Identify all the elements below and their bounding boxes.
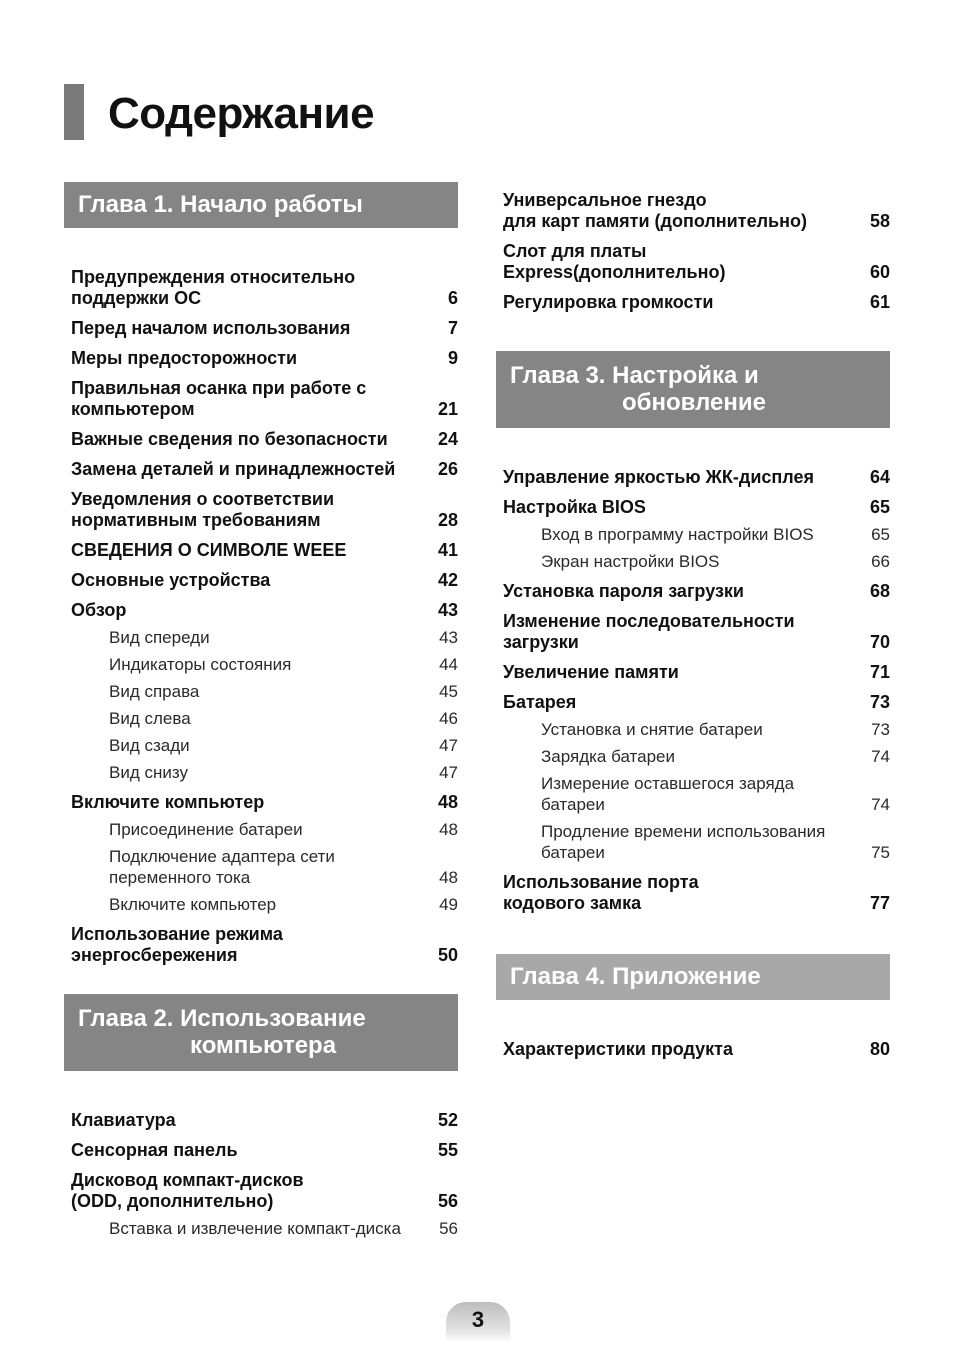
chapter-3-title-line1: Глава 3. Настройка и: [510, 362, 759, 389]
toc-entry-weee[interactable]: [64, 540, 458, 561]
toc-page: 68: [869, 581, 890, 601]
toc-page: 52: [437, 1110, 458, 1130]
toc-page: 45: [439, 682, 458, 701]
toc-page: 65: [869, 497, 890, 517]
toc-subentry-ac-adapter[interactable]: [64, 846, 458, 888]
toc-page: 71: [869, 662, 890, 682]
toc-label: Использование режима: [71, 924, 283, 944]
toc-label: Управление яркостью ЖК-дисплея: [503, 467, 815, 487]
toc-label: Подключение адаптера сети: [109, 847, 335, 866]
toc-label: для карт памяти (дополнительно): [503, 211, 807, 231]
toc-label: Настройка BIOS: [503, 497, 646, 517]
toc-entry-power-on[interactable]: [64, 792, 458, 813]
toc-label: Измерение оставшегося заряда: [541, 774, 795, 793]
toc-label: энергосбережения: [71, 945, 238, 965]
toc-page: 80: [869, 1039, 890, 1059]
toc-subentry-rear-view[interactable]: [64, 735, 458, 756]
toc-page: 21: [437, 399, 458, 419]
toc-entry-boot-password[interactable]: [496, 581, 890, 602]
toc-label: Характеристики продукта: [503, 1039, 734, 1059]
toc-label: Вид снизу: [109, 763, 188, 782]
toc-label: Правильная осанка при работе с: [71, 378, 367, 398]
toc-page: 56: [437, 1191, 458, 1211]
toc-subentry-power-on[interactable]: [64, 894, 458, 915]
toc-label: Замена деталей и принадлежностей: [71, 459, 396, 479]
toc-subentry-bottom-view[interactable]: [64, 762, 458, 783]
toc-label: Вид сзади: [109, 736, 190, 755]
toc-label: Важные сведения по безопасности: [71, 429, 388, 449]
toc-entry-lcd-brightness[interactable]: [496, 467, 890, 488]
chapter-1-title: Глава 1. Начало работы: [78, 191, 363, 218]
toc-entry-before-use[interactable]: [64, 318, 458, 339]
toc-subentry-bios-screen[interactable]: [496, 551, 890, 572]
toc-page: 50: [437, 945, 458, 965]
toc-label: Экран настройки BIOS: [541, 552, 720, 571]
toc-page: 48: [439, 820, 458, 839]
toc-entry-os-warnings[interactable]: [64, 267, 458, 309]
toc-page: 74: [871, 747, 890, 766]
toc-page: 77: [869, 893, 890, 913]
toc-page: 55: [437, 1140, 458, 1160]
toc-page: 73: [869, 692, 890, 712]
toc-label: Установка пароля загрузки: [503, 581, 744, 601]
toc-page: 61: [869, 292, 890, 312]
toc-label: Включите компьютер: [109, 895, 277, 914]
toc-entry-specifications[interactable]: [496, 1039, 890, 1060]
toc-page: 73: [871, 720, 890, 739]
toc-subentry-status-indicators[interactable]: [64, 654, 458, 675]
toc-label: Основные устройства: [71, 570, 271, 590]
toc-label: переменного тока: [109, 868, 251, 887]
toc-entry-main-devices[interactable]: [64, 570, 458, 591]
toc-label: Сенсорная панель: [71, 1140, 238, 1160]
toc-page: 64: [869, 467, 890, 487]
toc-label: Батарея: [503, 692, 577, 712]
toc-entry-card-slot[interactable]: [496, 190, 890, 232]
toc-label: Клавиатура: [71, 1110, 176, 1130]
toc-label: Регулировка громкости: [503, 292, 714, 312]
toc-label: Express(дополнительно): [503, 262, 726, 282]
toc-label: Предупреждения относительно: [71, 267, 356, 287]
chapter-2-title-line2: компьютера: [190, 1032, 337, 1059]
toc-label: Изменение последовательности: [503, 611, 795, 631]
toc-entry-power-saving[interactable]: [64, 924, 458, 966]
toc-entry-touchpad[interactable]: [64, 1140, 458, 1161]
toc-page: 47: [439, 763, 458, 782]
toc-label: кодового замка: [503, 893, 642, 913]
toc-label: Вид справа: [109, 682, 200, 701]
toc-subentry-install-battery[interactable]: [496, 719, 890, 740]
toc-page: 43: [439, 628, 458, 647]
toc-page: 26: [437, 459, 458, 479]
toc-label: Дисковод компакт-дисков: [71, 1170, 304, 1190]
toc-subentry-attach-battery[interactable]: [64, 819, 458, 840]
toc-page: 48: [439, 868, 458, 887]
toc-label: Универсальное гнездо: [503, 190, 707, 210]
title-accent-bar: [64, 84, 84, 140]
toc-label: компьютером: [71, 399, 195, 419]
toc-label: Продление времени использования: [541, 822, 826, 841]
chapter-1-header: [64, 182, 458, 228]
toc-label: Зарядка батареи: [541, 747, 675, 766]
toc-entry-precautions[interactable]: [64, 348, 458, 369]
toc-label: Обзор: [71, 600, 127, 620]
toc-label: Вид спереди: [109, 628, 210, 647]
toc-entry-bios-setup[interactable]: [496, 497, 890, 518]
toc-page: 44: [439, 655, 458, 674]
page-number-tab: 3: [446, 1302, 510, 1342]
toc-page: 75: [871, 843, 890, 862]
chapter-2-header: [64, 994, 458, 1071]
toc-label: нормативным требованиям: [71, 510, 321, 530]
toc-entry-replacement[interactable]: [64, 459, 458, 480]
toc-page: 6: [447, 288, 458, 308]
toc-label: Включите компьютер: [71, 792, 265, 812]
toc-label: загрузки: [503, 632, 579, 652]
toc-page: 47: [439, 736, 458, 755]
toc-page: 60: [869, 262, 890, 282]
toc-subentry-measure-charge[interactable]: [496, 773, 890, 815]
toc-subentry-right-view[interactable]: [64, 681, 458, 702]
toc-page: 43: [437, 600, 458, 620]
toc-entry-regulatory[interactable]: [64, 489, 458, 531]
chapter-4-title: Глава 4. Приложение: [510, 963, 761, 990]
toc-entry-keyboard[interactable]: [64, 1110, 458, 1131]
toc-label: батареи: [541, 795, 605, 814]
toc-entry-safety[interactable]: [64, 429, 458, 450]
toc-page: 70: [869, 632, 890, 652]
toc-page: 46: [439, 709, 458, 728]
toc-subentry-left-view[interactable]: [64, 708, 458, 729]
toc-label: Слот для платы: [503, 241, 647, 261]
toc-column-left: [64, 182, 458, 1239]
chapter-3-header: [496, 351, 890, 428]
toc-label: Перед началом использования: [71, 318, 351, 338]
toc-page: 56: [439, 1219, 458, 1238]
toc-page: 74: [871, 795, 890, 814]
chapter-3-title-line2: обновление: [622, 389, 766, 416]
toc-page: 7: [447, 318, 458, 338]
toc-label: Уведомления о соответствии: [71, 489, 335, 509]
toc-subentry-front-view[interactable]: [64, 627, 458, 648]
toc-entry-posture[interactable]: [64, 378, 458, 420]
toc-page: 28: [437, 510, 458, 530]
toc-entry-security-lock[interactable]: [496, 872, 890, 914]
toc-page: 48: [437, 792, 458, 812]
chapter-2-title-line1: Глава 2. Использование: [78, 1005, 366, 1032]
toc-page: 49: [439, 895, 458, 914]
toc-page: 9: [447, 348, 458, 368]
toc-label: СВЕДЕНИЯ О СИМВОЛЕ WEEE: [71, 540, 347, 560]
toc-page: 41: [437, 540, 458, 560]
toc-entry-battery[interactable]: [496, 692, 890, 713]
toc-page: 66: [871, 552, 890, 571]
page-title: Содержание: [108, 89, 375, 138]
toc-subentry-enter-bios[interactable]: [496, 524, 890, 545]
toc-page: 65: [871, 525, 890, 544]
toc-label: Установка и снятие батареи: [541, 720, 763, 739]
toc-subentry-charge-battery[interactable]: [496, 746, 890, 767]
toc-entry-overview[interactable]: [64, 600, 458, 621]
toc-label: Вставка и извлечение компакт-диска: [109, 1219, 401, 1238]
toc-label: Вид слева: [109, 709, 191, 728]
toc-page: 58: [869, 211, 890, 231]
chapter-4-header: [496, 954, 890, 1000]
toc-label: Индикаторы состояния: [109, 655, 292, 674]
toc-column-right: [496, 190, 890, 1060]
toc-label: Вход в программу настройки BIOS: [541, 525, 814, 544]
toc-page: 24: [437, 429, 458, 449]
toc-label: Присоединение батареи: [109, 820, 303, 839]
toc-entry-memory-upgrade[interactable]: [496, 662, 890, 683]
toc-page: 42: [437, 570, 458, 590]
toc-subentry-insert-cd[interactable]: [64, 1218, 458, 1239]
toc-label: батареи: [541, 843, 605, 862]
toc-subentry-extend-battery[interactable]: [496, 821, 890, 863]
toc-label: Меры предосторожности: [71, 348, 298, 368]
toc-entry-boot-order[interactable]: [496, 611, 890, 653]
toc-entry-odd[interactable]: [64, 1170, 458, 1212]
toc-label: (ODD, дополнительно): [71, 1191, 274, 1211]
toc-label: поддержки ОС: [71, 288, 202, 308]
toc-entry-volume[interactable]: [496, 292, 890, 313]
toc-label: Увеличение памяти: [503, 662, 679, 682]
toc-entry-express-slot[interactable]: [496, 241, 890, 283]
toc-label: Использование порта: [503, 872, 699, 892]
